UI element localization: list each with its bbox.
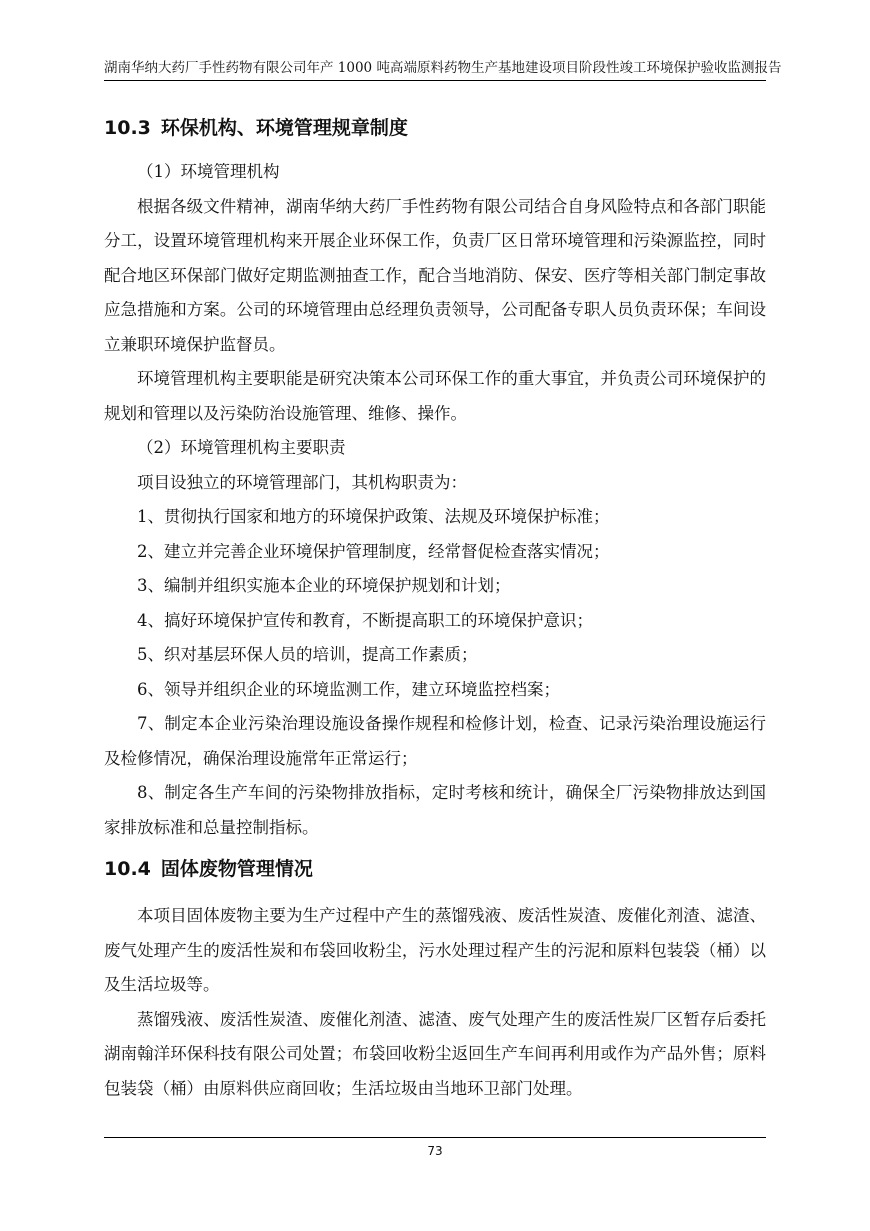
subheading-management-org: （1）环境管理机构 xyxy=(137,162,280,181)
page-content xyxy=(104,112,766,1106)
paragraph: 本项目固体废物主要为生产过程中产生的蒸馏残液、废活性炭渣、废催化剂渣、滤渣、废气处理产生的废活性炭和布袋回收粉尘，污水处理过程产生的污泥和原料包装袋（桶）以及生活垃圾等。 xyxy=(104,906,766,994)
paragraph: 蒸馏残液、废活性炭渣、废催化剂渣、滤渣、废气处理产生的废活性炭厂区暂存后委托湖南翰洋环保科技有限公司处置；布袋回收粉尘返回生产车间再利用或作为产品外售；原料包装袋（桶）由原料供应商回收；生活垃圾由当地环卫部门处理。 xyxy=(104,1009,766,1098)
list-item: 3、编制并组织实施本企业的环境保护规划和计划； xyxy=(137,576,511,595)
section-body-10-4 xyxy=(104,899,766,1106)
list-item: 5、织对基层环保人员的培训，提高工作素质； xyxy=(137,645,478,664)
section-title: 环保机构、环境管理规章制度 xyxy=(160,117,408,139)
section-number: 10.3 xyxy=(104,117,151,139)
section-heading-10-3 xyxy=(104,112,766,144)
section-title: 固体废物管理情况 xyxy=(160,858,313,880)
list-item: 6、领导并组织企业的环境监测工作，建立环境监控档案； xyxy=(137,679,560,699)
section-heading-10-4 xyxy=(104,853,766,885)
list-item: 2、建立并完善企业环境保护管理制度，经常督促检查落实情况； xyxy=(137,541,610,561)
list-item: 1、贯彻执行国家和地方的环境保护政策、法规及环境保护标准； xyxy=(137,507,610,526)
list-item: 4、搞好环境保护宣传和教育，不断提高职工的环境保护意识； xyxy=(137,610,593,630)
running-header: 湖南华纳大药厂手性药物有限公司年产 1000 吨高端原料药物生产基地建设项目阶段性竣工环境保护验收监测报告 xyxy=(104,60,782,76)
section-body-10-3 xyxy=(104,155,766,845)
paragraph: 根据各级文件精神，湖南华纳大药厂手性药物有限公司结合自身风险特点和各部门职能分工，设置环境管理机构来开展企业环保工作，负责厂区日常环境管理和污染源监控，同时配合地区环保部门做好定期监测抽查工作，配合当地消防、保安、医疗等相关部门制定事故应急措施和方案。公司的环境管理由总经理负责领导，公司配备专职人员负责环保；车间设立兼职环境保护监督员。 xyxy=(104,196,766,354)
page-number: 73 xyxy=(427,1144,443,1158)
section-number: 10.4 xyxy=(104,858,151,880)
subheading-main-duties: （2）环境管理机构主要职责 xyxy=(137,438,346,457)
header-rule xyxy=(104,80,766,81)
footer-rule xyxy=(104,1137,766,1138)
paragraph: 环境管理机构主要职能是研究决策本公司环保工作的重大事宜，并负责公司环境保护的规划和管理以及污染防治设施管理、维修、操作。 xyxy=(104,369,766,423)
list-item: 8、制定各生产车间的污染物排放指标，定时考核和统计，确保全厂污染物排放达到国家排放标准和总量控制指标。 xyxy=(104,783,766,837)
paragraph: 项目设独立的环境管理部门，其机构职责为： xyxy=(137,472,467,492)
list-item: 7、制定本企业污染治理设施设备操作规程和检修计划，检查、记录污染治理设施运行及检修情况，确保治理设施常年正常运行； xyxy=(104,714,766,768)
